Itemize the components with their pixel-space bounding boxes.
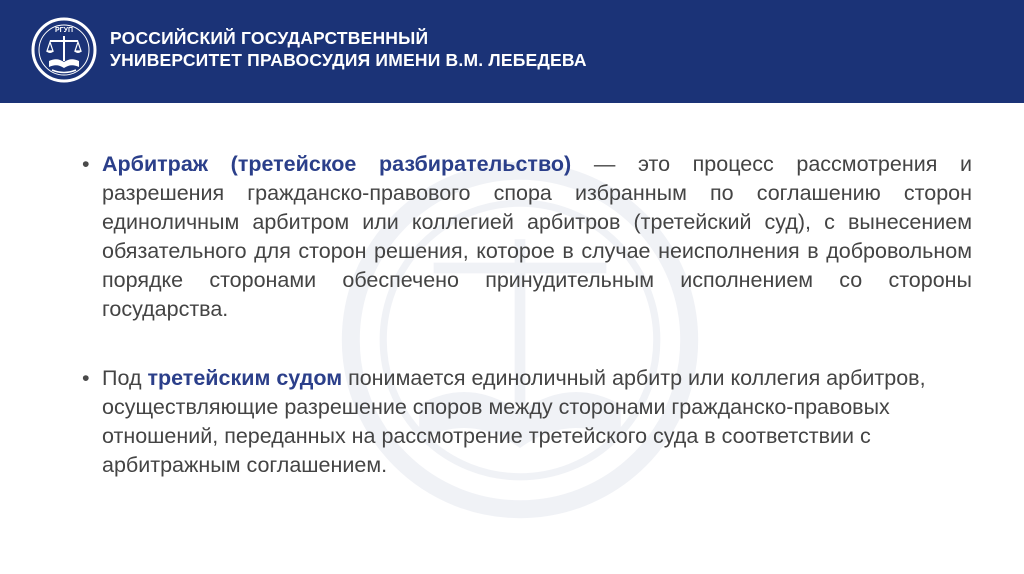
university-name-line2: УНИВЕРСИТЕТ ПРАВОСУДИЯ ИМЕНИ В.М. ЛЕБЕДЕВА: [110, 50, 587, 70]
logo-text: РГУП: [54, 27, 74, 34]
definition-treteysky-sud: понимается единоличный арбитр или коллегия арбитров, осуществляющие разрешение споров между сторонами гражданско-правовых отношений, переданных на рассмотрение третейского суда в соответствии с арбитражным соглашением.: [102, 366, 926, 477]
bullet-arbitrazh: [82, 150, 972, 324]
university-name: [110, 27, 587, 71]
bullet-mark: •: [82, 152, 90, 176]
definition-arbitrazh: — это процесс рассмотрения и разрешения гражданско-правового спора избранным по соглашению сторон единоличным арбитром или коллегией арбитров (третейский суд), с вынесением обязательного для сторон решения, которое в случае неисполнения в добровольном порядке сторонами обеспечено принудительным исполнением со стороны государства.: [102, 152, 972, 321]
university-logo-icon: [31, 17, 97, 83]
bullet-treteysky-sud: [82, 364, 972, 480]
slide-content: [82, 150, 972, 480]
term-arbitrazh: Арбитраж (третейское разбирательство): [102, 152, 572, 176]
university-name-line1: РОССИЙСКИЙ ГОСУДАРСТВЕННЫЙ: [110, 28, 429, 48]
term-treteysky-sud: третейским судом: [147, 366, 343, 390]
prefix-pod: Под: [102, 366, 148, 390]
header-bar: [0, 0, 1024, 103]
bullet-mark: •: [82, 366, 90, 390]
